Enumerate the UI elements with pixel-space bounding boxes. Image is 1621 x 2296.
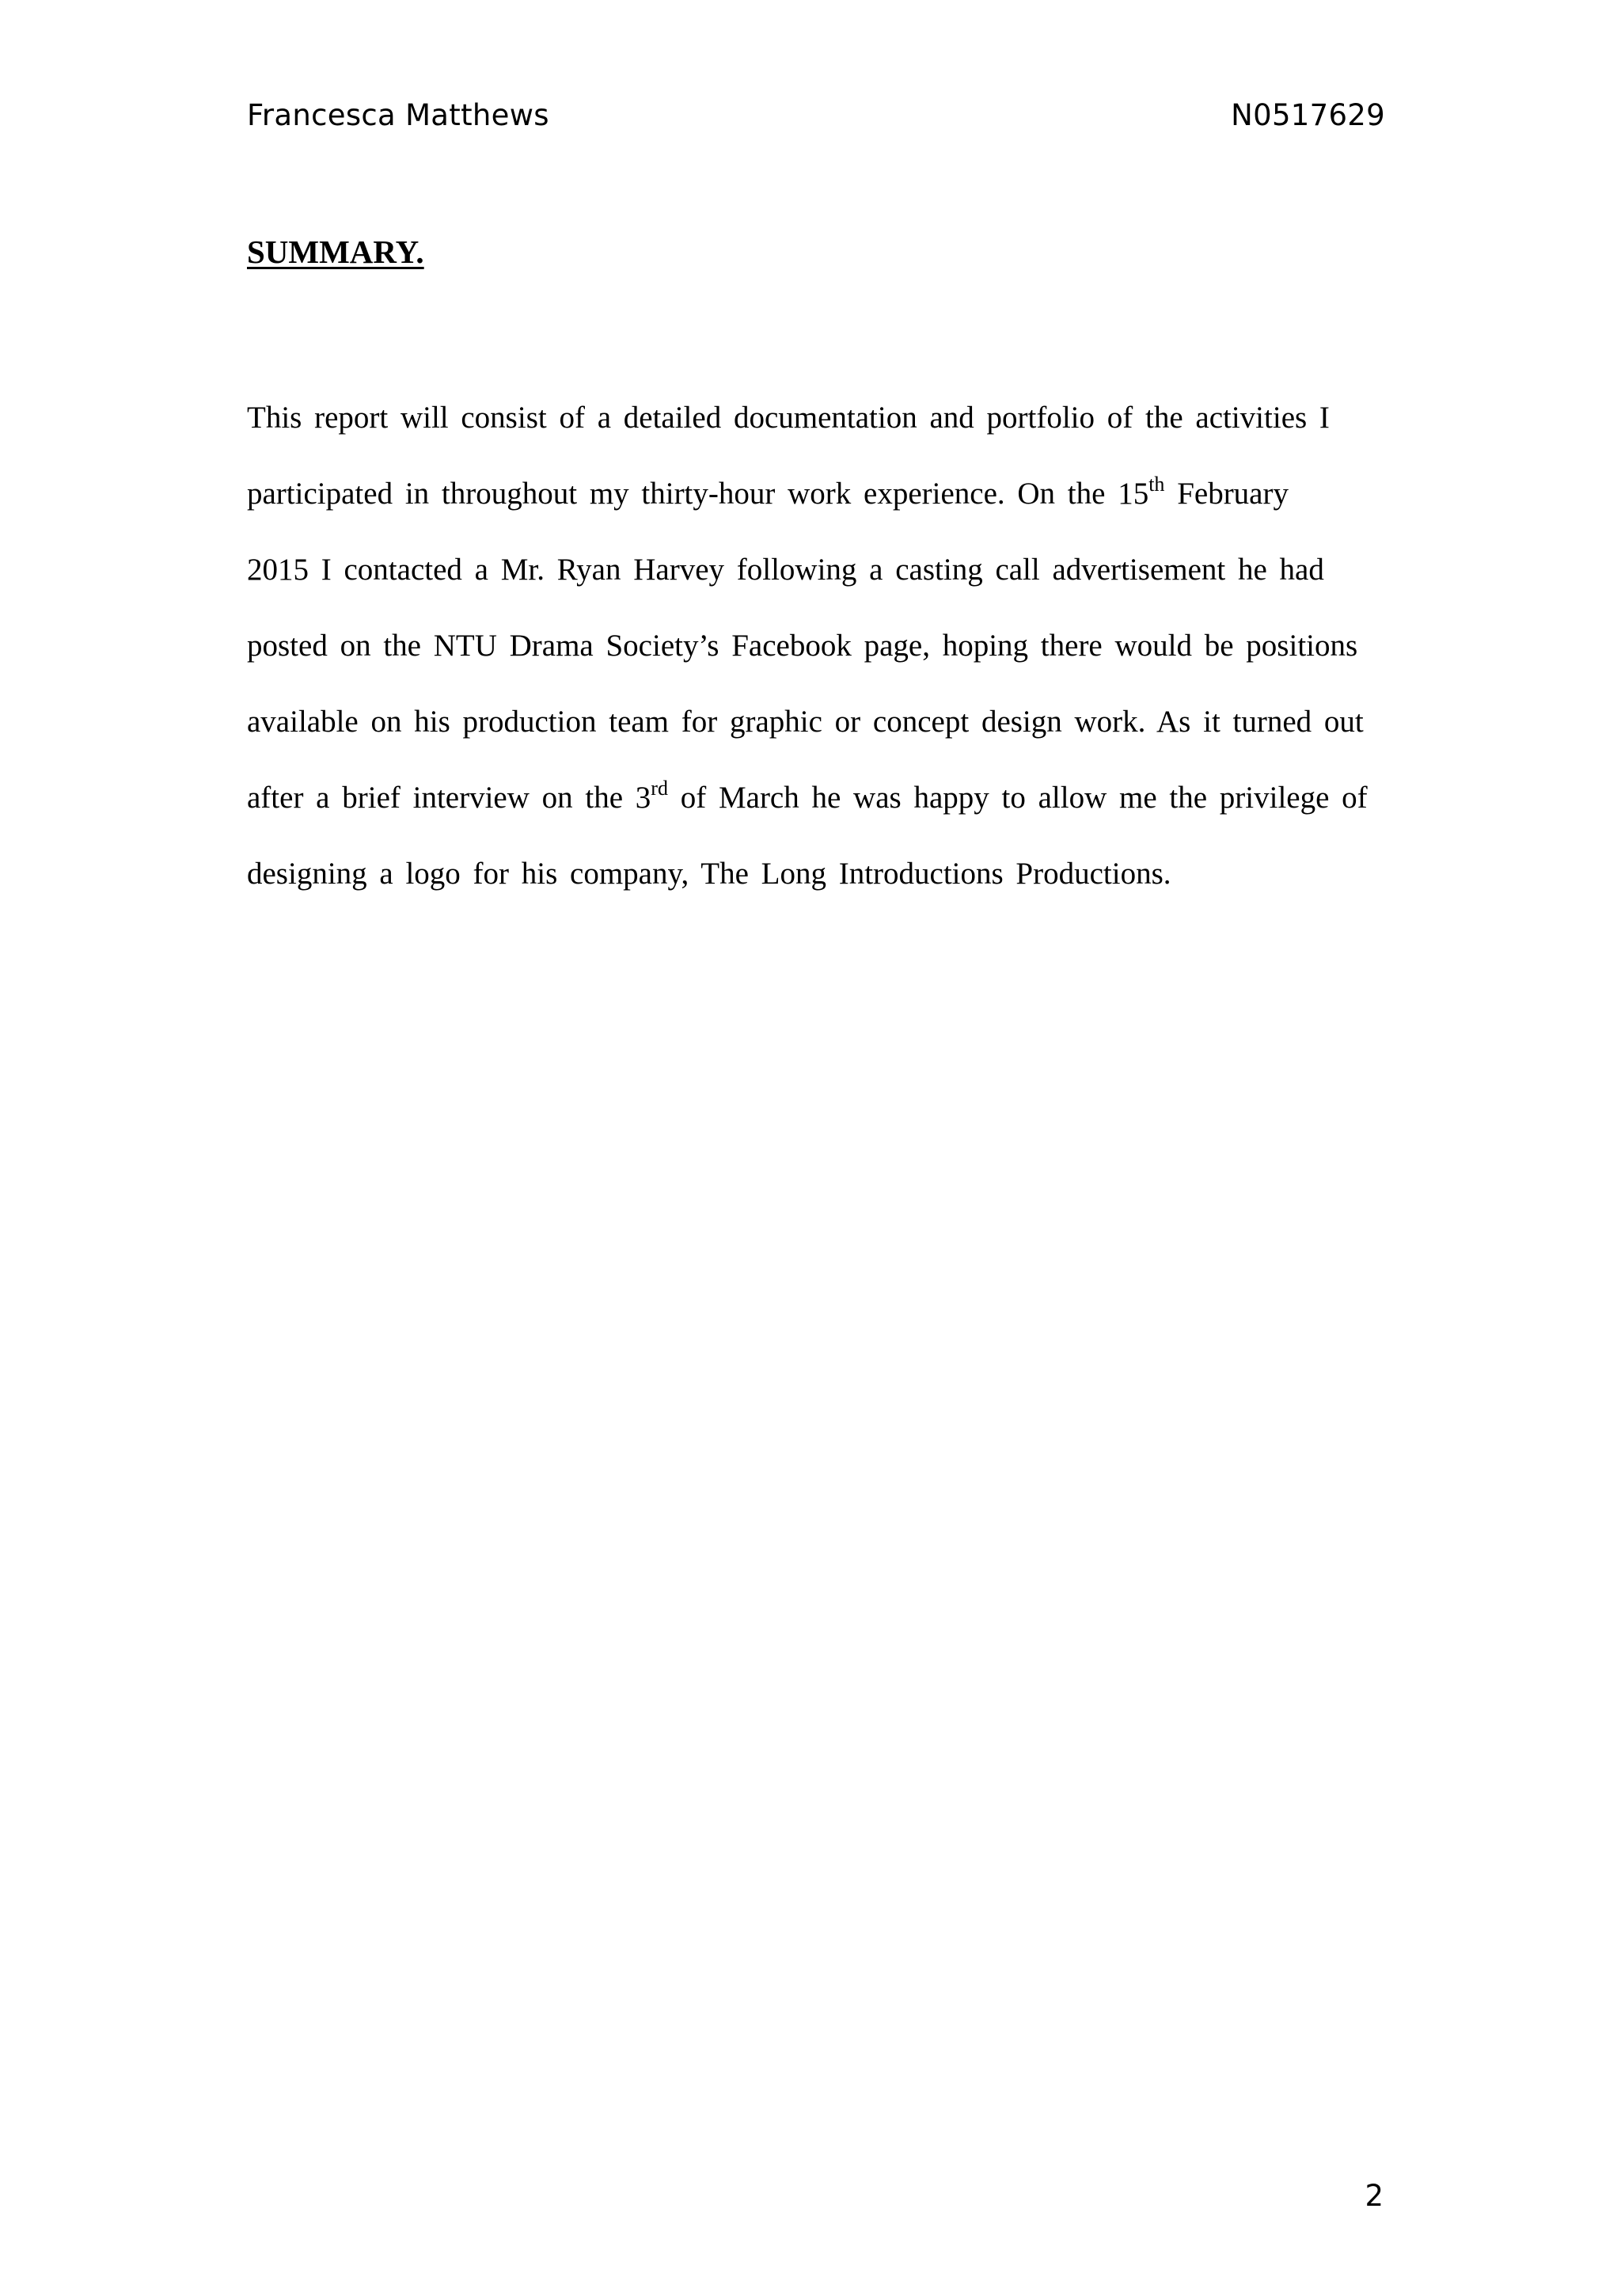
paragraph-line-2-text-b: February <box>1164 477 1289 511</box>
paragraph-line-6-text-b: of March he was happy to allow me the privilege of <box>667 781 1368 815</box>
paragraph-line-5: available on his production team for graphic or concept design work. As it turned out <box>247 705 1364 739</box>
paragraph-line-3: 2015 I contacted a Mr. Ryan Harvey following a casting call advertisement he had <box>247 553 1324 587</box>
section-title: SUMMARY. <box>247 234 424 270</box>
student-id: N0517629 <box>1231 98 1385 132</box>
paragraph-line-4: posted on the NTU Drama Society’s Facebook page, hoping there would be positions <box>247 629 1358 663</box>
paragraph-line-1: This report will consist of a detailed documentation and portfolio of the activities I <box>247 401 1330 435</box>
author-name: Francesca Matthews <box>247 98 549 132</box>
ordinal-suffix-rd: rd <box>651 777 668 800</box>
page-header <box>247 93 1385 138</box>
paragraph-line-2 <box>247 456 1371 532</box>
summary-paragraph <box>247 380 1371 912</box>
ordinal-suffix-th: th <box>1148 473 1165 496</box>
paragraph-line-6 <box>247 760 1371 836</box>
paragraph-line-2-text-a: participated in throughout my thirty-hour work experience. On the 15 <box>247 477 1149 511</box>
page-number: 2 <box>1365 2179 1384 2213</box>
paragraph-line-6-text-a: after a brief interview on the 3 <box>247 781 651 815</box>
paragraph-line-7: designing a logo for his company, The Long Introductions Productions. <box>247 857 1171 891</box>
